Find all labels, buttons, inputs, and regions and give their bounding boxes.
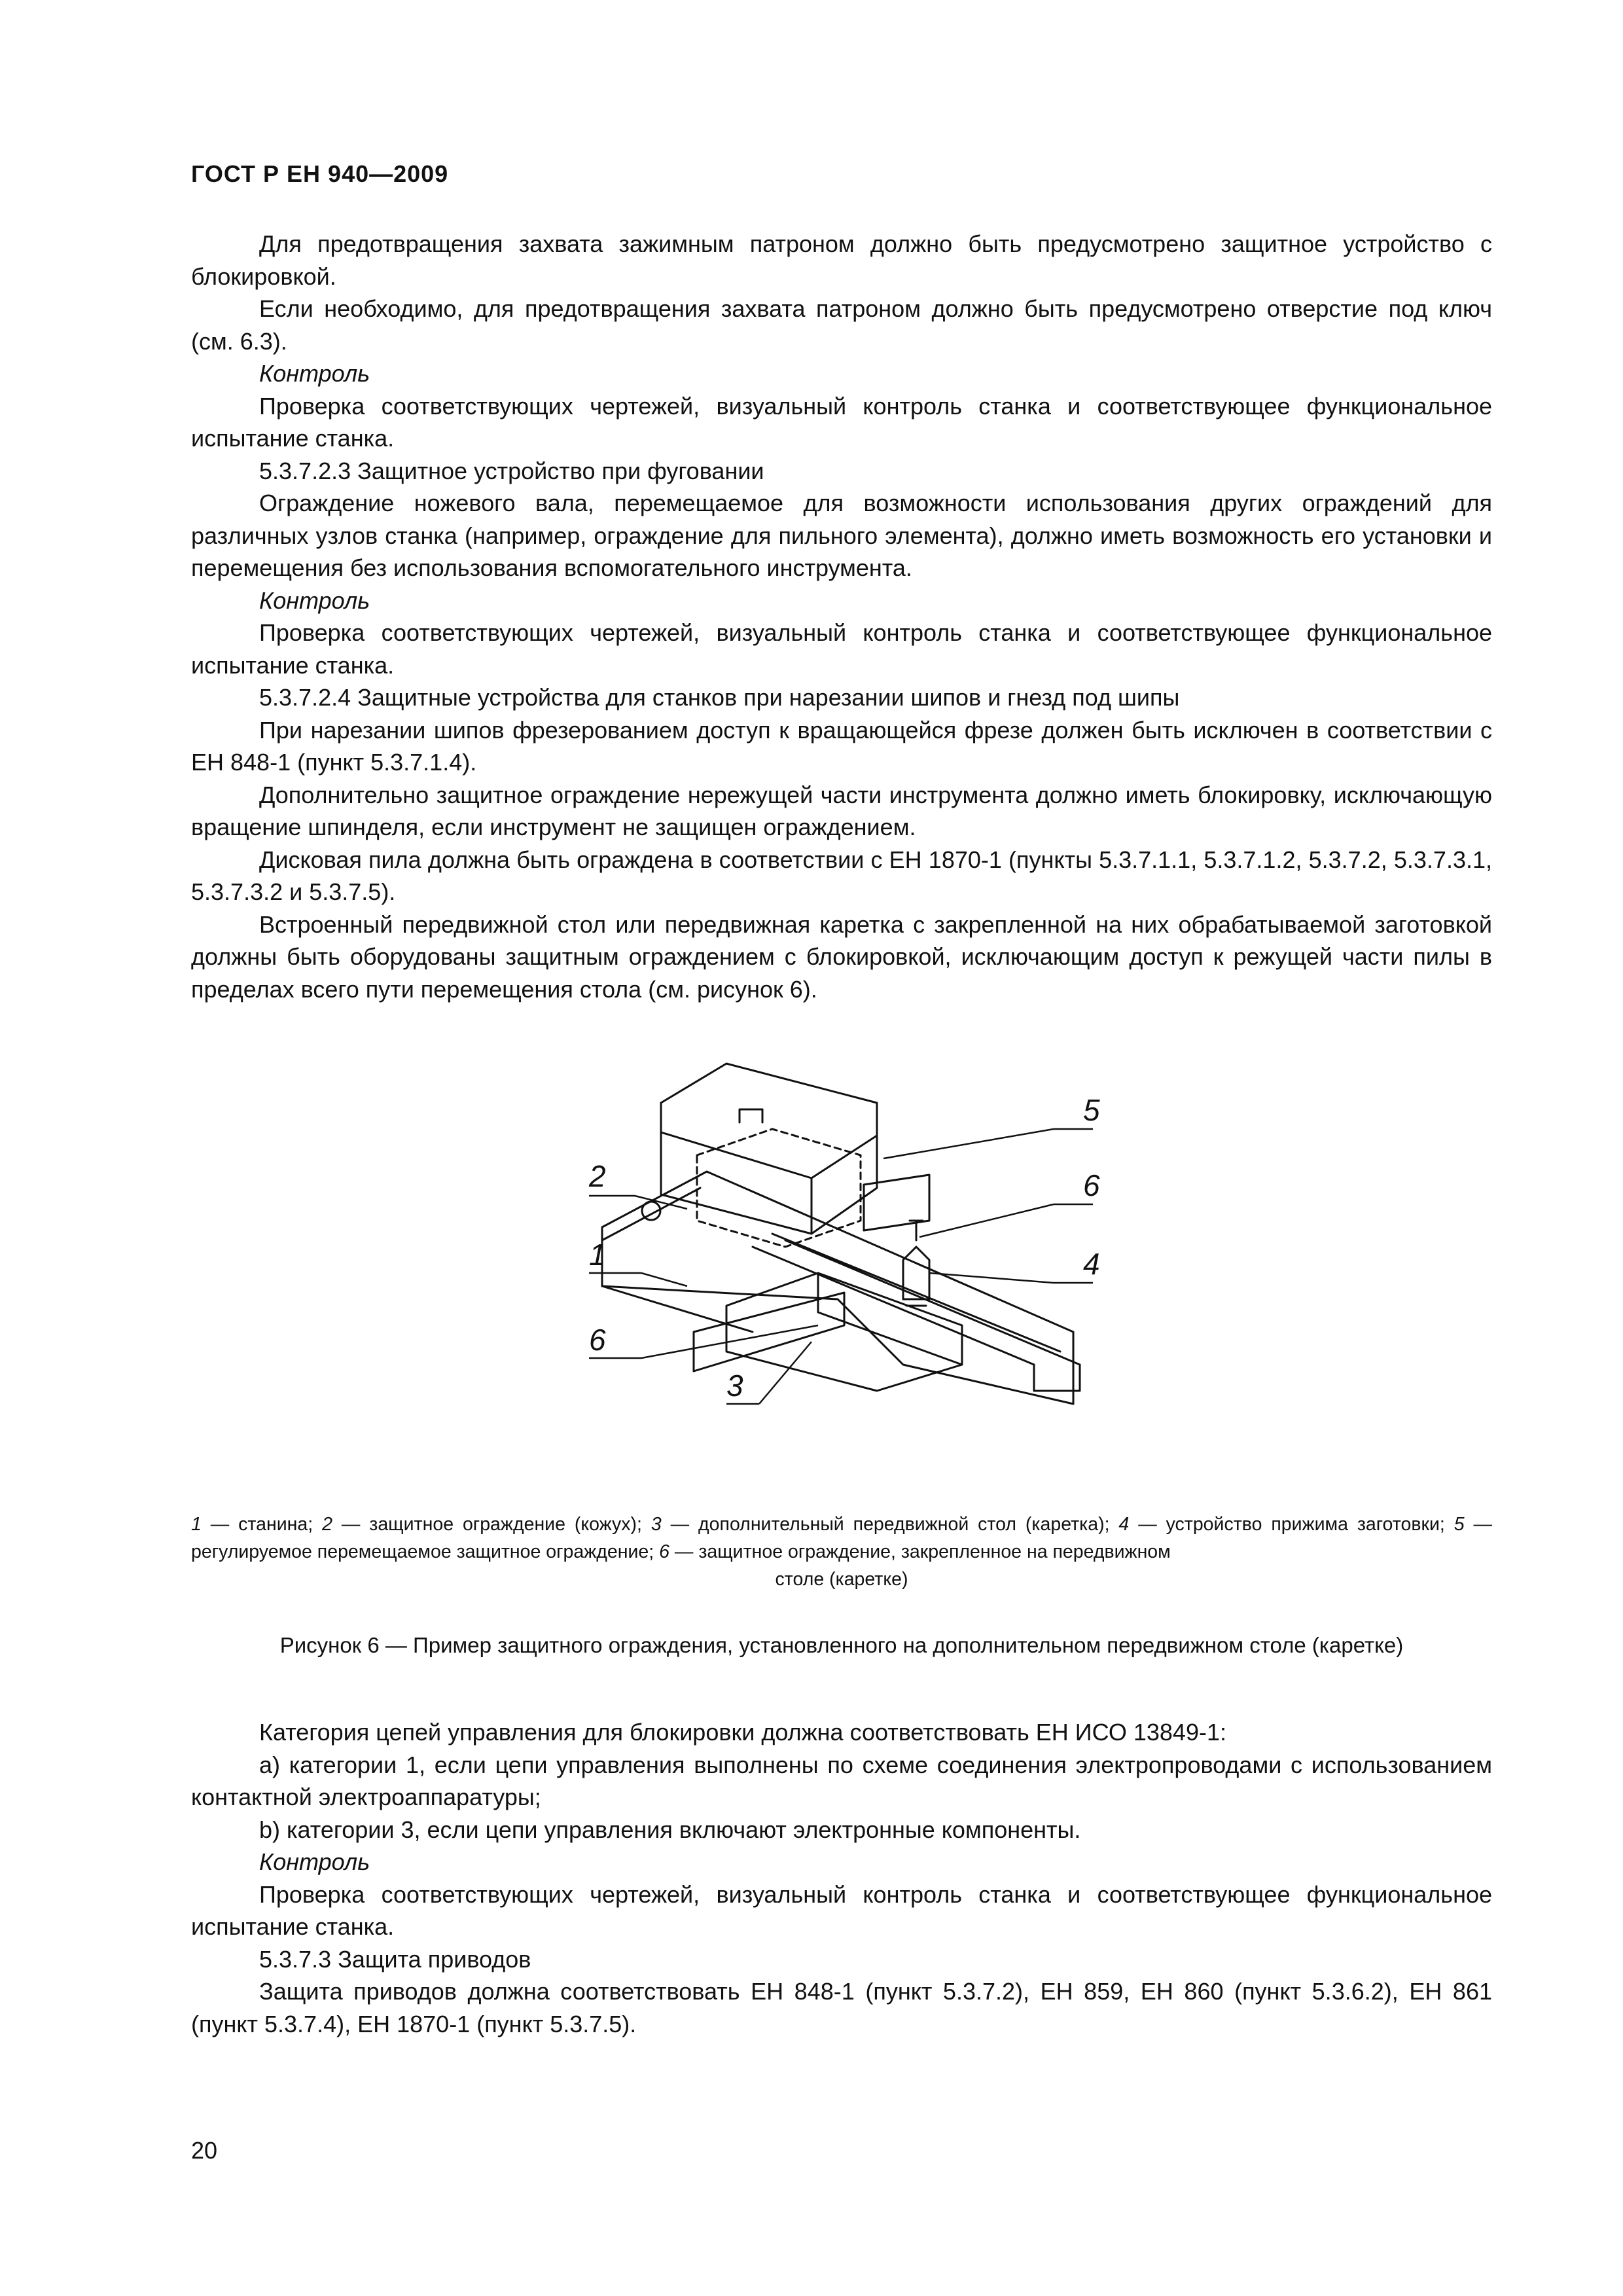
top-text-block bbox=[191, 228, 1492, 1005]
control-heading: Контроль bbox=[259, 586, 370, 614]
section-heading: 5.3.7.3 Защита приводов bbox=[259, 1945, 531, 1973]
legend-text: — защитное ограждение, закрепленное на передвижном bbox=[669, 1541, 1171, 1562]
list-item: b) категории 3, если цепи управления включают электронные компоненты. bbox=[259, 1816, 1081, 1843]
paragraph: Если необходимо, для предотвращения захвата патроном должно быть предусмотрено отверстие под ключ (см. 6.3). bbox=[191, 295, 1492, 355]
list-item: a) категории 1, если цепи управления выполнены по схеме соединения электропроводами с использованием контактной электроаппаратуры; bbox=[191, 1751, 1492, 1810]
label-4: 4 bbox=[1083, 1247, 1100, 1281]
paragraph: Проверка соответствующих чертежей, визуальный контроль станка и соответствующее функциональное испытание станка. bbox=[191, 1880, 1492, 1940]
document-header: ГОСТ Р ЕН 940—2009 bbox=[191, 160, 449, 187]
legend-number: 5 bbox=[1454, 1514, 1465, 1535]
legend-text: — станина; bbox=[201, 1514, 323, 1535]
guard-top bbox=[661, 1103, 877, 1178]
machine-illustration bbox=[537, 1024, 1165, 1482]
legend-text: — регулируемое перемещаемое защитное ограждение; bbox=[191, 1514, 1492, 1562]
guard-handle bbox=[740, 1109, 762, 1122]
paragraph: Защита приводов должна соответствовать ЕН 848-1 (пункт 5.3.7.2), ЕН 859, ЕН 860 (пункт 5.3.6.2), ЕН 861 (пункт 5.3.7.4), ЕН 1870-1 (пункт 5.3.7.5). bbox=[191, 1978, 1492, 2037]
legend-text: — устройство прижима заготовки; bbox=[1129, 1514, 1454, 1535]
legend-number: 3 bbox=[651, 1514, 662, 1535]
label-3: 3 bbox=[726, 1369, 743, 1403]
section-heading: 5.3.7.2.4 Защитные устройства для станков при нарезании шипов и гнезд под шипы bbox=[259, 684, 1180, 711]
legend-number: 6 bbox=[659, 1541, 669, 1562]
paragraph: Дополнительно защитное ограждение нережущей части инструмента должно иметь блокировку, исключающую вращение шпинделя, если инструмент не защищен ограждением. bbox=[191, 781, 1492, 840]
table-guard-top bbox=[864, 1175, 929, 1230]
label-5: 5 bbox=[1083, 1093, 1100, 1127]
paragraph: Встроенный передвижной стол или передвижная каретка с закрепленной на них обрабатываемой заготовкой должны быть оборудованы защитным ограждением с блокировкой, исключающим доступ к режущей части пилы в пределах всего пути перемещения стола (см. рисунок 6). bbox=[191, 910, 1492, 1003]
paragraph: Дисковая пила должна быть ограждена в соответствии с ЕН 1870-1 (пункты 5.3.7.1.1, 5.3.7.1.2, 5.3.7.2, 5.3.7.3.1, 5.3.7.3.2 и 5.3.7.5). bbox=[191, 846, 1492, 905]
paragraph: Проверка соответствующих чертежей, визуальный контроль станка и соответствующее функциональное испытание станка. bbox=[191, 619, 1492, 679]
legend-number: 4 bbox=[1118, 1514, 1130, 1535]
control-heading: Контроль bbox=[259, 360, 370, 387]
paragraph: Проверка соответствующих чертежей, визуальный контроль станка и соответствующее функциональное испытание станка. bbox=[191, 392, 1492, 452]
legend-number: 1 bbox=[191, 1514, 202, 1535]
legend-text: — дополнительный передвижной стол (каретка); bbox=[661, 1514, 1119, 1535]
adjustable-guard bbox=[697, 1129, 861, 1247]
paragraph: При нарезании шипов фрезерованием доступ к вращающейся фрезе должен быть исключен в соответствии с ЕН 848-1 (пункт 5.3.7.1.4). bbox=[191, 716, 1492, 776]
paragraph: Ограждение ножевого вала, перемещаемое для возможности использования других ограждений для различных узлов станка (например, ограждение для пильного элемента), должно иметь возможность его установки и перемещения без использования вспомогательного инструмента. bbox=[191, 490, 1492, 581]
label-6-lower: 6 bbox=[589, 1323, 606, 1357]
frame-body bbox=[602, 1172, 1073, 1404]
figure-caption: Рисунок 6 — Пример защитного ограждения, установленного на дополнительном передвижном столе (каретке) bbox=[279, 1633, 1404, 1657]
table-guard bbox=[694, 1293, 844, 1371]
legend-number: 2 bbox=[322, 1514, 332, 1535]
figure-6-drawing bbox=[537, 1024, 1165, 1482]
legend-text: столе (каретке) bbox=[775, 1569, 908, 1590]
figure-legend bbox=[191, 1511, 1492, 1593]
control-heading: Контроль bbox=[259, 1848, 370, 1875]
movable-table bbox=[726, 1273, 962, 1391]
label-1: 1 bbox=[589, 1238, 606, 1272]
legend-text: — защитное ограждение (кожух); bbox=[332, 1514, 651, 1535]
page-number: 20 bbox=[191, 2137, 218, 2164]
label-2: 2 bbox=[589, 1159, 606, 1193]
paragraph: Для предотвращения захвата зажимным патроном должно быть предусмотрено защитное устройство с блокировкой. bbox=[191, 230, 1492, 290]
bottom-text-block bbox=[191, 1716, 1492, 2040]
section-heading: 5.3.7.2.3 Защитное устройство при фуговании bbox=[259, 457, 764, 484]
label-6-upper: 6 bbox=[1083, 1168, 1100, 1202]
paragraph: Категория цепей управления для блокировки должна соответствовать ЕН ИСО 13849-1: bbox=[259, 1719, 1226, 1746]
guard-cover bbox=[661, 1064, 877, 1234]
